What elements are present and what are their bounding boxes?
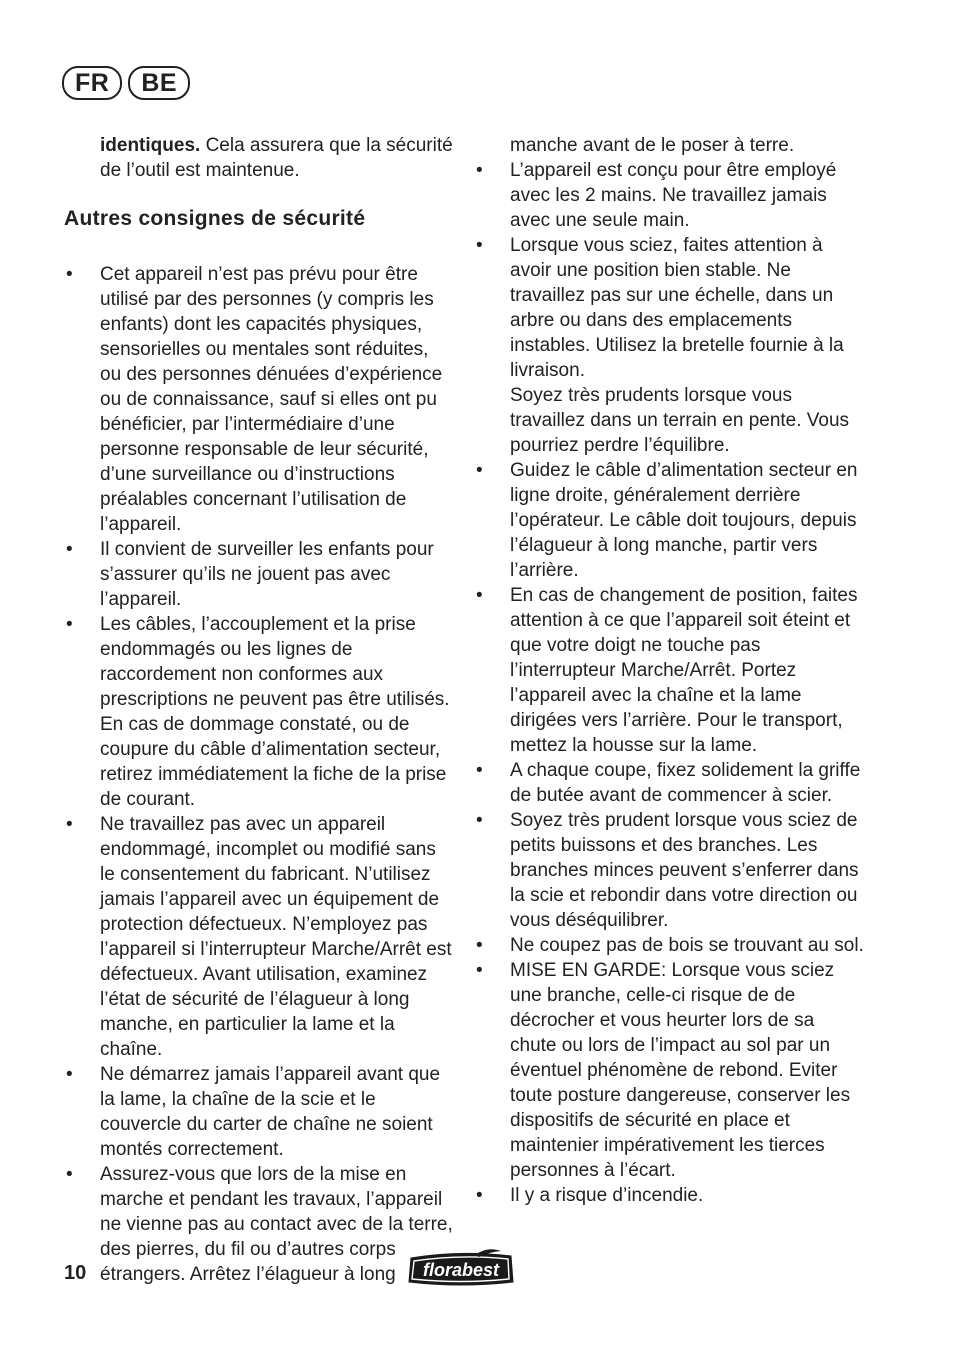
bullet-item (474, 1183, 864, 1208)
bullet-item (474, 458, 864, 583)
left-column (64, 133, 454, 1287)
bullet-item (64, 812, 454, 1062)
bullet-item (474, 583, 864, 758)
bullet-dot-icon: • (476, 960, 483, 981)
page-number: 10 (64, 1262, 87, 1284)
bullet-dot-icon: • (476, 935, 483, 956)
logo-text: florabest (422, 1260, 500, 1280)
right-bullet-list (474, 158, 864, 1208)
bullet-text: En cas de changement de position, faites attention à ce que l’appareil soit éteint et que votre doigt ne touche pas l’interrupteur Marche/Arrêt. Portez l’appareil avec la chaîne et la lame dirigées vers l’arrière. Pour le transport, mettez la housse sur la lame. (510, 585, 858, 756)
bullet-dot-icon: • (476, 235, 483, 256)
bullet-item (474, 758, 864, 808)
bullet-text: Ne travaillez pas avec un appareil endommagé, incomplet ou modifié sans le consentement du fabricant. N’utilisez jamais l’appareil avec un équipement de protection défectueux. N’employez pas l’appareil si l’interrupteur Marche/Arrêt est défectueux. Avant utilisation, examinez l’état de sécurité de l’élagueur à long manche, en particulier la lame et la chaîne. (100, 814, 452, 1060)
bullet-text: Les câbles, l’accouplement et la prise endommagés ou les lignes de raccordement non conformes aux prescriptions ne peuvent pas être utilisés. En cas de dommage constaté, ou de coupure du câble d’alimentation secteur, retirez immédiatement la fiche de la prise de courant. (100, 614, 450, 810)
intro-bold: identiques. (100, 135, 201, 156)
bullet-dot-icon: • (476, 160, 483, 181)
bullet-dot-icon: • (476, 460, 483, 481)
bullet-dot-icon: • (476, 585, 483, 606)
bullet-dot-icon: • (66, 814, 73, 835)
bullet-text: Ne coupez pas de bois se trouvant au sol. (510, 935, 864, 956)
bullet-text: MISE EN GARDE: Lorsque vous sciez une branche, celle-ci risque de de décrocher et vous heurter lors de sa chute ou lors de l’impact au sol par un éventuel phénomène de rebond. Eviter toute posture dangereuse, conserver les dispositifs de sécurité en place et maintenier impérativement les tierces personnes à l’écart. (510, 960, 851, 1181)
bullet-text: Ne démarrez jamais l’appareil avant que la lame, la chaîne de la scie et le couvercle du carter de chaîne ne soient montés correctement. (100, 1064, 441, 1160)
bullet-text: Assurez-vous que lors de la mise en marche et pendant les travaux, l’appareil ne vienne pas au contact avec de la terre, des pierres, du fil ou d’autres corps étrangers. Arrêtez l’élagueur à long (100, 1164, 453, 1285)
bullet-dot-icon: • (66, 539, 73, 560)
bullet-text: Cet appareil n’est pas prévu pour être utilisé par des personnes (y compris les enfants) dont les capacités physiques, sensorielles ou mentales sont réduites, ou des personnes dénuées d’expérience ou de connaissance, sauf si elles ont pu bénéficier, par l’intermédiaire d’une personne responsable de leur sécurité, d’une surveillance ou d’instructions préalables concernant l’utilisation de l’appareil. (100, 264, 443, 535)
bullet-text: A chaque coupe, fixez solidement la griffe de butée avant de commencer à scier. (510, 760, 861, 806)
bullet-item (64, 262, 454, 537)
bullet-item (64, 1062, 454, 1162)
bullet-text: Guidez le câble d’alimentation secteur en ligne droite, généralement derrière l’opérateur. Le câble doit toujours, depuis l’élagueur à long manche, partir vers l’arrière. (510, 460, 858, 581)
bullet-dot-icon: • (476, 1185, 483, 1206)
florabest-logo (405, 1248, 517, 1288)
bullet-text: Il y a risque d’incendie. (510, 1185, 704, 1206)
bullet-item (474, 958, 864, 1183)
bullet-dot-icon: • (66, 1164, 73, 1185)
section-heading: Autres consignes de sécurité (64, 207, 366, 230)
language-badge-fr: FR (62, 66, 122, 100)
left-bullet-list (64, 262, 454, 1287)
bullet-item (474, 808, 864, 933)
intro-paragraph (64, 133, 454, 183)
bullet-item (474, 158, 864, 233)
bullet-dot-icon: • (66, 264, 73, 285)
bullet-item (64, 612, 454, 812)
bullet-text: Lorsque vous sciez, faites attention à avoir une position bien stable. Ne travaillez pas sur une échelle, dans un arbre ou dans des emplacements instables. Utilisez la bretelle fournie à la livraison. Soyez très prudents lorsque vous travaillez dans un terrain en pente. Vous pourriez perdre l’équilibre. (510, 235, 850, 456)
bullet-dot-icon: • (476, 810, 483, 831)
bullet-item (64, 1162, 454, 1287)
language-badge-be: BE (128, 66, 190, 100)
right-column (474, 133, 864, 1208)
bullet-text: Soyez très prudent lorsque vous sciez de petits buissons et des branches. Les branches minces peuvent s’enferrer dans la scie et rebondir dans votre direction ou vous déséquilibrer. (510, 810, 859, 931)
bullet-item (474, 233, 864, 458)
bullet-dot-icon: • (66, 614, 73, 635)
bullet-item (64, 537, 454, 612)
intro-text: Cela assurera que la sécurité de l’outil est maintenue. (100, 135, 453, 181)
language-badges (62, 66, 190, 100)
bullet-dot-icon: • (66, 1064, 73, 1085)
bullet-text: Il convient de surveiller les enfants pour s’assurer qu’ils ne jouent pas avec l’appareil. (100, 539, 434, 610)
bullet-text: L’appareil est conçu pour être employé avec les 2 mains. Ne travaillez jamais avec une seule main. (510, 160, 837, 231)
continuation-text: manche avant de le poser à terre. (510, 135, 795, 156)
bullet-item (474, 933, 864, 958)
bullet-dot-icon: • (476, 760, 483, 781)
